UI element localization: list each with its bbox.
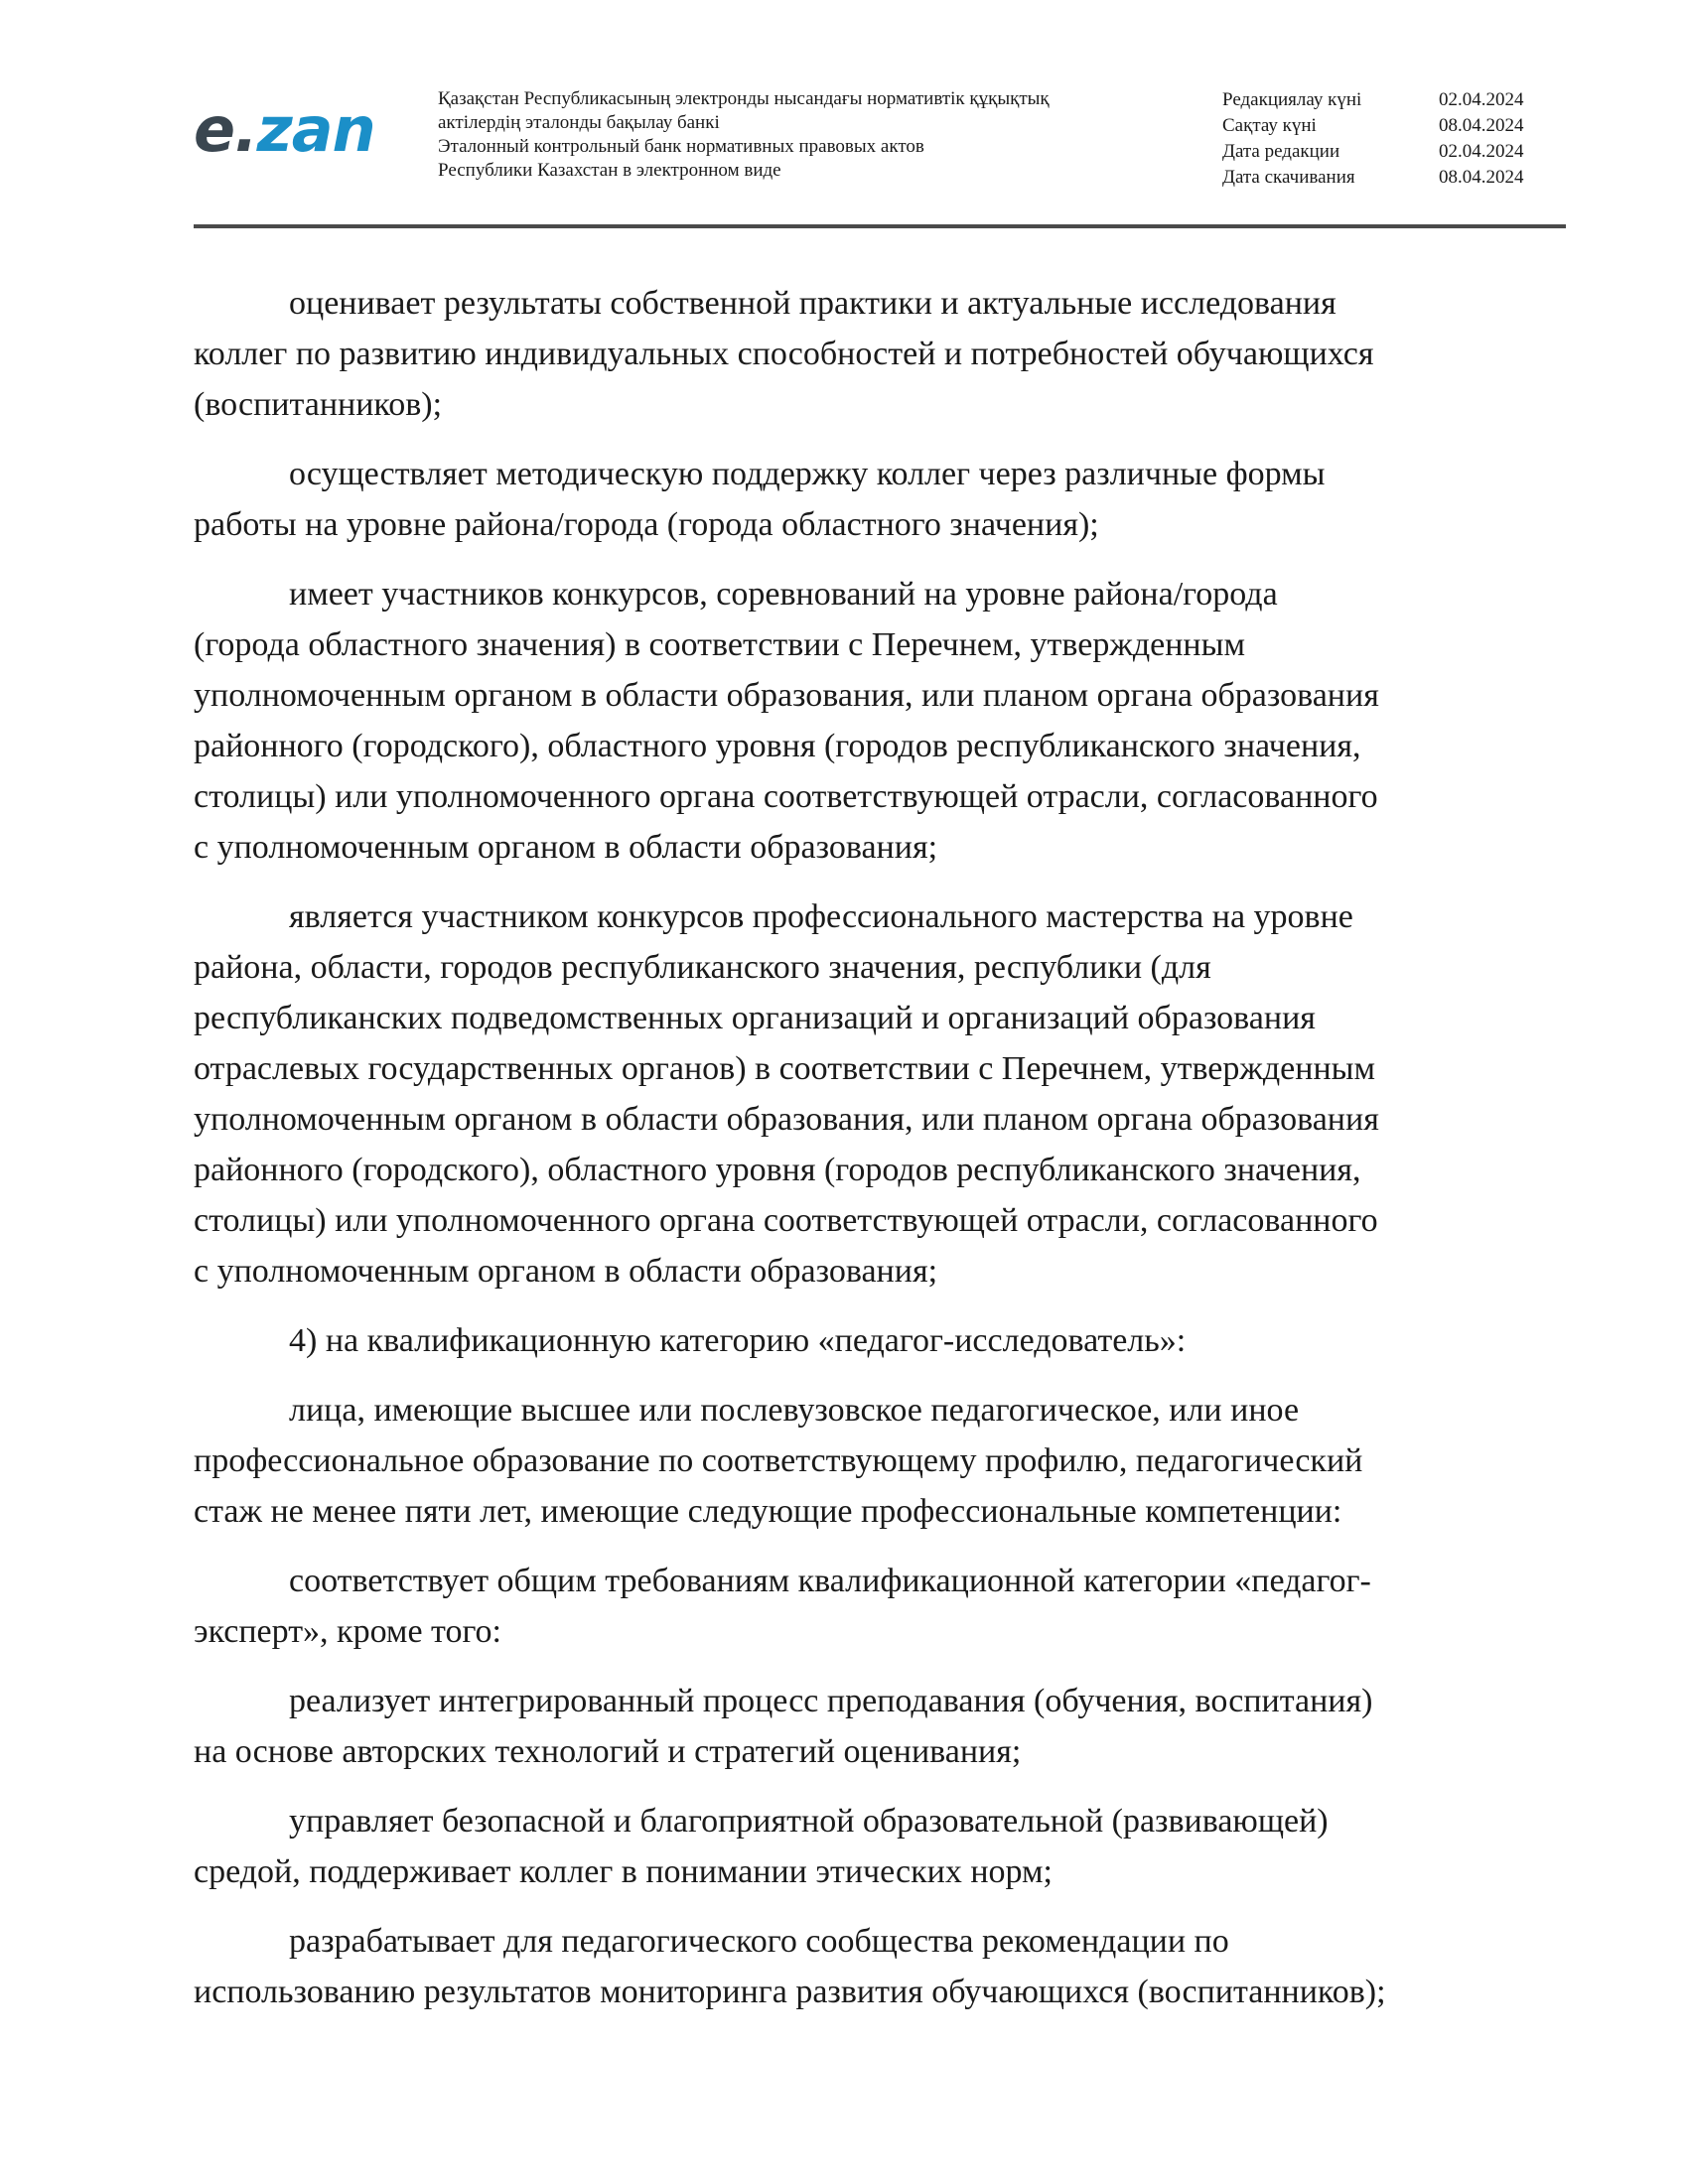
paragraph [194,1315,1584,1366]
date-label: Сақтау күні [1222,115,1317,136]
text-line: осуществляет методическую поддержку коллег через различные формы [289,456,1326,492]
paragraph [194,278,1584,430]
text-line: лица, имеющие высшее или послевузовское педагогическое, или иное [289,1392,1300,1429]
text-line: районного (городского), областного уровня (городов республиканского значения, [194,728,1361,764]
date-label: Редакциялау күні [1222,89,1362,110]
text-line: коллег по развитию индивидуальных способностей и потребностей обучающихся [194,336,1374,372]
text-line: стаж не менее пяти лет, имеющие следующие профессиональные компетенции: [194,1493,1342,1530]
text-line: управляет безопасной и благоприятной образовательной (развивающей) [289,1803,1329,1840]
paragraph [194,1385,1584,1537]
text-line: с уполномоченным органом в области образования; [194,1253,938,1290]
date-label: Дата скачивания [1222,167,1355,188]
header-description-line: Республики Казахстан в электронном виде [438,160,781,181]
date-label: Дата редакции [1222,141,1340,162]
text-line: эксперт», кроме того: [194,1613,501,1650]
text-line: уполномоченным органом в области образования, или планом органа образования [194,677,1379,714]
date-row-edit-ru [1222,139,1548,165]
text-line: разрабатывает для педагогического сообщества рекомендации по [289,1923,1229,1960]
text-line: оценивает результаты собственной практики и актуальные исследования [289,285,1336,322]
date-row-edit-kz [1222,87,1548,113]
paragraph [194,1916,1584,2017]
date-value: 08.04.2024 [1439,167,1524,188]
text-line: уполномоченным органом в области образования, или планом органа образования [194,1101,1379,1138]
date-value: 08.04.2024 [1439,115,1524,136]
date-row-save-kz [1222,113,1548,139]
header-divider [194,224,1566,228]
document-header [194,87,1566,216]
header-description [438,87,1050,183]
text-line: работы на уровне района/города (города областного значения); [194,506,1099,543]
paragraph [194,569,1584,873]
date-row-download-ru [1222,165,1548,191]
logo-zan: zan [256,93,375,166]
text-line: является участником конкурсов профессионального мастерства на уровне [289,898,1353,935]
text-line: с уполномоченным органом в области образования; [194,829,938,866]
logo-e: e [194,93,235,166]
text-line: столицы) или уполномоченного органа соответствующей отрасли, согласованного [194,778,1378,815]
header-dates [1222,87,1548,191]
document-body [194,278,1584,2036]
paragraph [194,891,1584,1297]
text-line: профессиональное образование по соответствующему профилю, педагогический [194,1442,1363,1479]
text-line: использованию результатов мониторинга развития обучающихся (воспитанников); [194,1974,1386,2010]
date-value: 02.04.2024 [1439,141,1524,162]
text-line: районного (городского), областного уровня (городов республиканского значения, [194,1152,1361,1188]
paragraph [194,449,1584,550]
text-line: на основе авторских технологий и стратегий оценивания; [194,1733,1022,1770]
paragraph [194,1796,1584,1897]
text-line: (воспитанников); [194,386,443,423]
text-line: республиканских подведомственных организаций и организаций образования [194,1000,1316,1036]
text-line: 4) на квалификационную категорию «педагог-исследователь»: [289,1322,1187,1359]
text-line: столицы) или уполномоченного органа соответствующей отрасли, согласованного [194,1202,1378,1239]
text-line: реализует интегрированный процесс преподавания (обучения, воспитания) [289,1683,1373,1719]
text-line: (города областного значения) в соответствии с Перечнем, утвержденным [194,626,1245,663]
header-description-line: актілердің эталонды бақылау банкі [438,112,720,133]
text-line: отраслевых государственных органов) в соответствии с Перечнем, утвержденным [194,1050,1376,1087]
text-line: имеет участников конкурсов, соревнований на уровне района/города [289,576,1278,613]
paragraph [194,1676,1584,1777]
ezan-logo [194,93,375,166]
header-description-line: Эталонный контрольный банк нормативных правовых актов [438,136,924,157]
text-line: соответствует общим требованиям квалификационной категории «педагог- [289,1563,1371,1599]
text-line: района, области, городов республиканского значения, республики (для [194,949,1211,986]
date-value: 02.04.2024 [1439,89,1524,110]
paragraph [194,1556,1584,1657]
text-line: средой, поддерживает коллег в понимании этических норм; [194,1853,1054,1890]
header-description-line: Қазақстан Республикасының электронды нысандағы нормативтік құқықтық [438,88,1050,109]
logo-dot: . [234,93,257,166]
